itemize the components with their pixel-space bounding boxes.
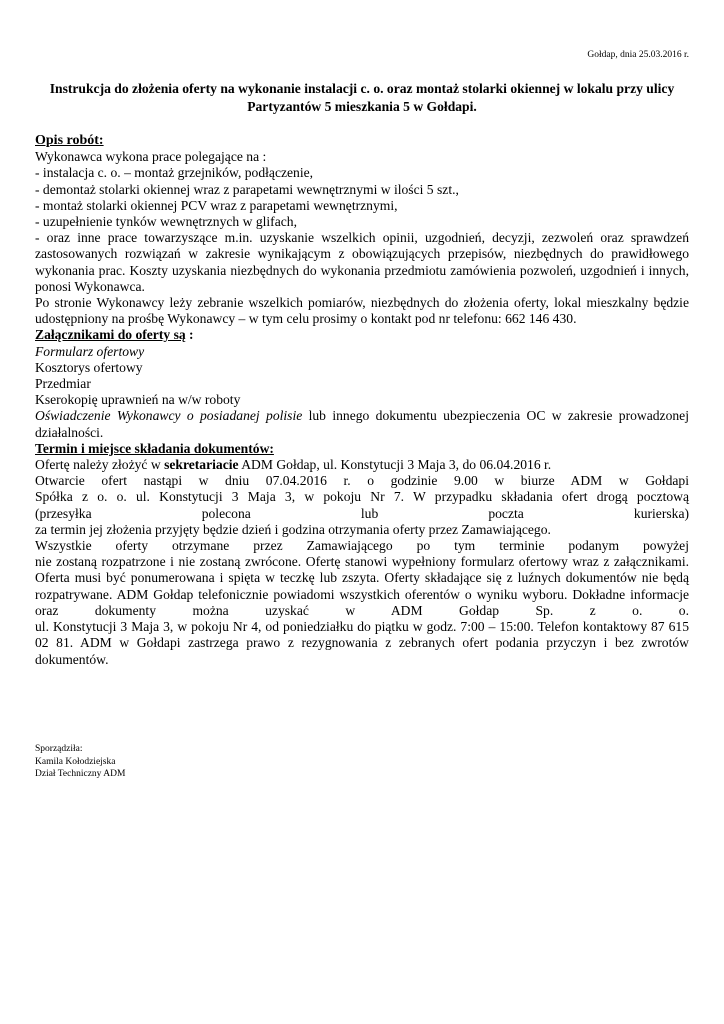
document-footer <box>35 743 125 781</box>
section-heading-termin: Termin i miejsce składania dokumentów: <box>35 440 274 456</box>
section-heading-zalaczniki <box>35 327 689 343</box>
termin-line <box>35 457 689 473</box>
zalaczniki-heading-text: Załącznikami do oferty są <box>35 327 186 343</box>
attachment-item: Formularz ofertowy <box>35 343 145 359</box>
opis-note: Po stronie Wykonawcy leży zebranie wszelkich pomiarów, niezbędnych do złożenia oferty, lokal mieszkalny będzie udostępniony na prośbę Wykonawcy – w tym celu prosimy o kontakt pod nr telefonu: 662 146 430. <box>35 295 689 327</box>
attachment-item-rest: lub innego dokumentu ubezpieczenia OC w zakresie prowadzonej działalności. <box>35 408 689 440</box>
document-body <box>35 133 689 668</box>
attachment-item <box>35 408 689 440</box>
termin-line: za termin jej złożenia przyjęty będzie dzień i godzina otrzymania oferty przez Zamawiającego. <box>35 521 551 537</box>
termin-line-bold: sekretariacie <box>164 457 239 473</box>
opis-item: - uzupełnienie tynków wewnętrznych w glifach, <box>35 214 297 230</box>
termin-line: nie zostaną rozpatrzone i nie zostaną zwrócone. Ofertę stanowi wypełniony formularz ofertowy wraz z załącznikami. Oferta musi być ponumerowana i spięta w teczkę lub zszyta. Oferty składające się z luźnych dokumentów nie będą rozpatrywane. ADM Gołdap telefonicznie powiadomi wszystkich oferentów o wyniku wyboru. Dokładne informacje oraz dokumenty można uzyskać w ADM Gołdap Sp. z o. o. <box>35 554 689 618</box>
opis-item: - oraz inne prace towarzyszące m.in. uzyskanie wszelkich opinii, uzgodnień, decyzji, zezwoleń oraz sprawdzeń zastosowanych rozwiązań w zakresie wynikającym z obowiązujących przepisów, niezbędnych do prawidłowego wykonania prac. Koszty uzyskania niezbędnych do wykonania przedmiotu zamówienia pozwoleń, uzgodnień i innych, ponosi Wykonawca. <box>35 230 689 294</box>
termin-line: Spółka z o. o. ul. Konstytucji 3 Maja 3, w pokoju Nr 7. W przypadku składania ofert drogą pocztową <box>35 489 689 505</box>
opis-intro: Wykonawca wykona prace polegające na : <box>35 149 267 165</box>
opis-item: - demontaż stolarki okiennej wraz z parapetami wewnętrznymi w ilości 5 szt., <box>35 181 459 197</box>
document-title: Instrukcja do złożenia oferty na wykonanie instalacji c. o. oraz montaż stolarki okiennej w lokalu przy ulicy Partyzantów 5 mieszkania 5 w Gołdapi. <box>49 81 675 114</box>
footer-label: Sporządziła: <box>35 744 83 754</box>
termin-line: Otwarcie ofert nastąpi w dniu 07.04.2016 r. o godzinie 9.00 w biurze ADM w Gołdapi <box>35 473 689 489</box>
opis-item: - montaż stolarki okiennej PCV wraz z parapetami wewnętrznymi, <box>35 197 398 213</box>
footer-author: Kamila Kołodziejska <box>35 756 116 767</box>
opis-item: - instalacja c. o. – montaż grzejników, podłączenie, <box>35 165 314 181</box>
termin-line-post: ADM Gołdap, ul. Konstytucji 3 Maja 3, do 06.04.2016 r. <box>238 457 552 473</box>
attachment-item: Kserokopię uprawnień na w/w roboty <box>35 392 241 408</box>
document-date: Gołdap, dnia 25.03.2016 r. <box>587 50 689 60</box>
termin-line: (przesyłka polecona lub poczta kurierska) <box>35 505 689 521</box>
section-heading-opis: Opis robót: <box>35 133 104 148</box>
zalaczniki-heading-suffix: : <box>185 327 194 343</box>
termin-line: Wszystkie oferty otrzymane przez Zamawiającego po tym terminie podanym powyżej <box>35 538 689 554</box>
footer-department: Dział Techniczny ADM <box>35 769 126 779</box>
attachment-item: Przedmiar <box>35 376 91 392</box>
attachment-item-italic: Oświadczenie Wykonawcy o posiadanej polisie <box>35 408 303 424</box>
termin-line-pre: Ofertę należy złożyć w <box>35 457 165 473</box>
attachment-item: Kosztorys ofertowy <box>35 359 143 375</box>
termin-line: ul. Konstytucji 3 Maja 3, w pokoju Nr 4, od poniedziałku do piątku w godz. 7:00 – 15:00. Telefon kontaktowy 87 615 02 81. ADM w Gołdapi zastrzega prawo z rezygnowania z zebranych ofert podania przyczyn i bez zwrotów dokumentów. <box>35 619 689 667</box>
